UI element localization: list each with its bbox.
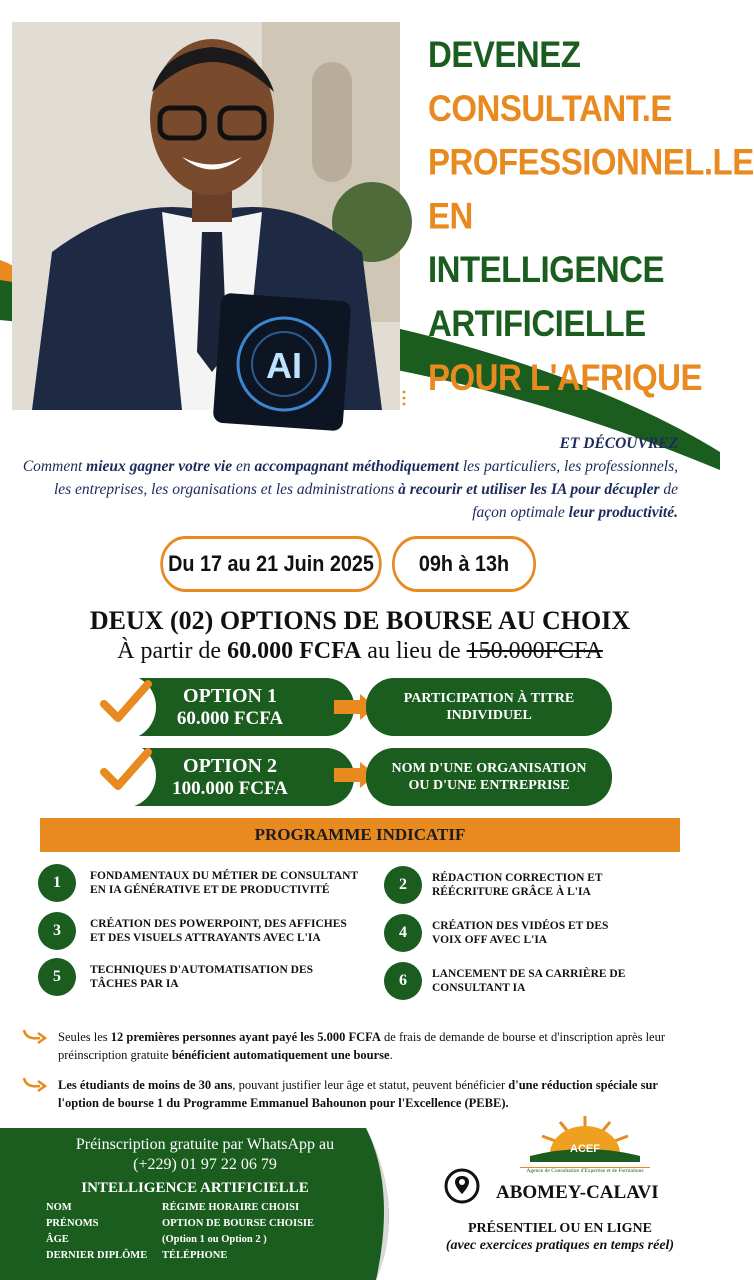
acef-logo (520, 1112, 650, 1178)
program-item-6 (384, 962, 674, 1000)
option-1-name: OPTION 1 (183, 684, 277, 707)
location-pin-icon (444, 1168, 480, 1204)
prereg-line-1: Préinscription gratuite par WhatsApp au (75, 1136, 335, 1153)
headline-intelligence: INTELLIGENCE (428, 248, 665, 291)
headline (428, 28, 754, 404)
program-item-5 (38, 958, 378, 996)
options-title: DEUX (02) OPTIONS DE BOURSE AU CHOIX (89, 606, 631, 635)
note-2-bold: Les étudiants de moins de 30 ans (58, 1078, 233, 1092)
discover-text-3: les particuliers, les professionnels, les entreprises, les organisations et les administrations (53, 458, 678, 498)
headline-en: EN (428, 194, 473, 237)
option-2-name: OPTION 2 (183, 754, 277, 777)
discover-text-4: de façon optimale (472, 481, 678, 521)
note-1-text-2: de frais de demande de bourse et d'inscription après leur préinscription gratuite (58, 1030, 666, 1062)
note-2-bold-2: d'une réduction spéciale sur l'option de bourse 1 du Programme Emmanuel Bahounon pour l'Excellence (PEBE). (58, 1078, 658, 1110)
program-item-line: TECHNIQUES D'AUTOMATISATION DES (90, 964, 314, 976)
option-1-desc-1: PARTICIPATION À TITRE (403, 691, 575, 706)
whatsapp-number[interactable]: (+229) 01 97 22 06 79 (133, 1156, 277, 1173)
consultant-illustration (12, 22, 400, 410)
logo-caption: Agence de Consultation d'Expertise et de Formations (520, 1167, 650, 1174)
options-old-price: 150.000FCFA (466, 638, 603, 664)
program-item-line: CRÉATION DES POWERPOINT, DES AFFICHES (90, 918, 347, 930)
discover-heading: ET DÉCOUVREZ (559, 435, 678, 452)
subject-line: INTELLIGENCE ARTIFICIELLE (81, 1180, 309, 1196)
curved-arrow-icon (22, 1076, 48, 1092)
field-option: OPTION DE BOURSE CHOISIE (162, 1218, 314, 1229)
headline-line-4 (428, 189, 714, 297)
program-item-2 (384, 866, 674, 904)
discover-text-1: Comment (22, 458, 87, 475)
program-number: 6 (384, 962, 422, 1000)
program-number: 5 (38, 958, 76, 996)
program-item-line: FONDAMENTAUX DU MÉTIER DE CONSULTANT (90, 870, 359, 882)
option-2-desc-1: NOM D'UNE ORGANISATION (391, 761, 587, 776)
headline-line-5: ARTIFICIELLE (428, 302, 646, 344)
check-icon (96, 744, 156, 796)
field-prenoms: PRÉNOMS (46, 1218, 99, 1229)
note-2-text: , pouvant justifier leur âge et statut, peuvent bénéficier (232, 1078, 509, 1092)
program-item-line: LANCEMENT DE SA CARRIÈRE DE (432, 968, 626, 980)
program-item-line: TÂCHES PAR IA (90, 978, 179, 990)
program-item-line: RÉÉCRITURE GRÂCE À L'IA (432, 886, 591, 898)
headline-line-6: POUR L'AFRIQUE (428, 356, 703, 398)
discover-bold-3: à recourir et utiliser les IA pour décupler (398, 481, 660, 498)
note-1-bold: 12 premières personnes ayant payé les 5.000 FCFA (110, 1030, 381, 1044)
option-1-desc-2: INDIVIDUEL (446, 708, 532, 723)
option-2-price: 100.000 FCFA (172, 777, 288, 799)
options-sub-mid: au lieu de (361, 638, 467, 664)
training-mode: PRÉSENTIEL OU EN LIGNE (468, 1221, 652, 1236)
note-scholarship (58, 1028, 668, 1064)
field-option-hint: (Option 1 ou Option 2 ) (162, 1234, 267, 1245)
program-item-line: ET DES VISUELS ATTRAYANTS AVEC L'IA (90, 932, 321, 944)
program-item-line: RÉDACTION CORRECTION ET (432, 872, 603, 884)
option-2-desc-2: OU D'UNE ENTREPRISE (408, 778, 570, 793)
option-1-price: 60.000 FCFA (176, 707, 284, 729)
program-item-line: EN IA GÉNÉRATIVE ET DE PRODUCTIVITÉ (90, 884, 330, 896)
options-sub-prefix: À partir de (117, 638, 228, 664)
program-number: 4 (384, 914, 422, 952)
program-number: 2 (384, 866, 422, 904)
program-item-line: CRÉATION DES VIDÉOS ET DES (432, 920, 609, 932)
note-1-text: Seules les (58, 1030, 111, 1044)
field-age: ÂGE (46, 1234, 69, 1245)
program-item-4 (384, 914, 674, 952)
program-item-line: VOIX OFF AVEC L'IA (432, 934, 548, 946)
note-students (58, 1076, 668, 1112)
field-telephone: TÉLÉPHONE (162, 1250, 228, 1261)
options-subtitle (0, 638, 720, 665)
headline-line-2: CONSULTANT.E (428, 87, 672, 129)
program-title: PROGRAMME INDICATIF (40, 818, 680, 852)
sun-logo-icon (520, 1112, 650, 1162)
consultant-photo (6, 16, 406, 416)
curved-arrow-icon (22, 1028, 48, 1044)
field-diplome: DERNIER DIPLÔME (46, 1250, 148, 1261)
option-1-desc (366, 678, 612, 736)
page-curl-decor (336, 1128, 426, 1280)
headline-line-3: PROFESSIONNEL.LE (428, 141, 754, 183)
program-item-line: CONSULTANT IA (432, 982, 526, 994)
program-item-1 (38, 864, 378, 902)
check-icon (96, 676, 156, 728)
logo-text: ACEF (570, 1143, 600, 1155)
note-1-bold-2: bénéficient automatiquement une bourse (171, 1048, 390, 1062)
headline-line-1: DEVENEZ (428, 33, 581, 76)
program-item-3 (38, 912, 378, 950)
discover-bold-1: mieux gagner votre vie (86, 458, 233, 475)
discover-bold-2: accompagnant méthodiquement (254, 458, 459, 475)
discover-paragraph (18, 432, 678, 524)
field-regime: RÉGIME HORAIRE CHOISI (162, 1202, 300, 1213)
option-2-desc (366, 748, 612, 806)
field-nom: NOM (46, 1202, 72, 1213)
discover-bold-4: leur productivité. (568, 504, 678, 521)
tablet-ai-label: AI (266, 345, 302, 386)
location-city: ABOMEY-CALAVI (496, 1182, 659, 1203)
discover-text-2: en (232, 458, 255, 475)
note-1-end: . (389, 1048, 393, 1062)
program-number: 1 (38, 864, 76, 902)
options-sub-price: 60.000 FCFA (227, 638, 362, 664)
date-pill: Du 17 au 21 Juin 2025 (160, 536, 381, 592)
program-number: 3 (38, 912, 76, 950)
hours-pill: 09h à 13h (392, 536, 536, 592)
training-mode-sub: (avec exercices pratiques en temps réel) (445, 1238, 675, 1253)
